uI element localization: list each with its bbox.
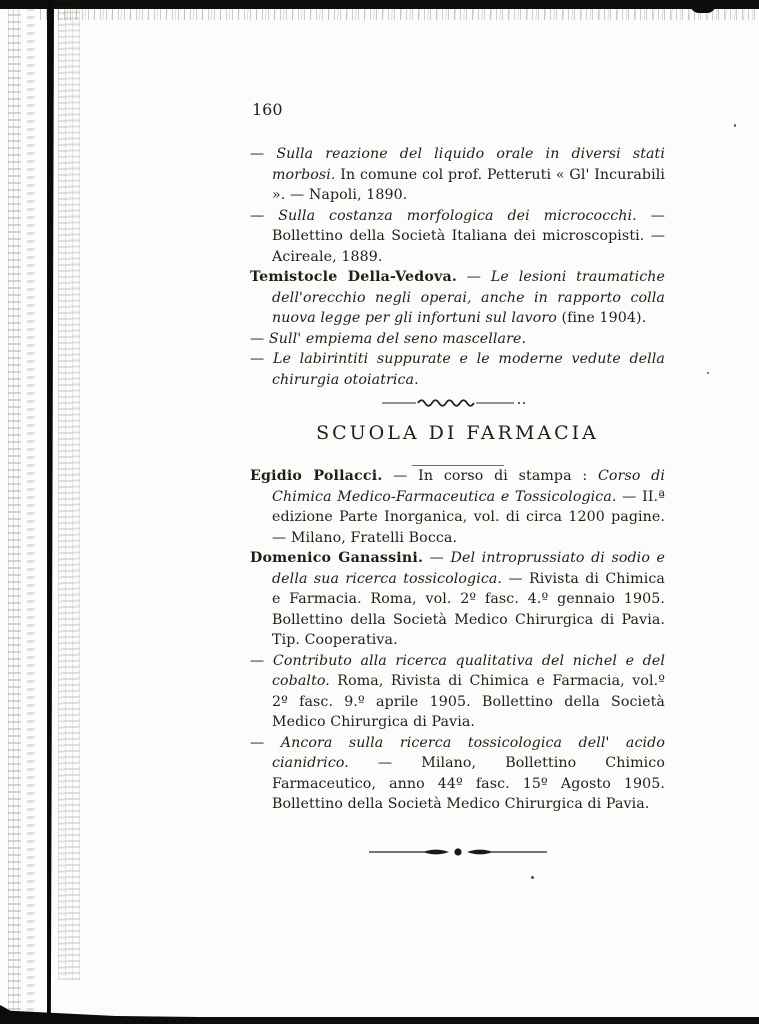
scan-bottom-edge bbox=[0, 1017, 759, 1024]
text-segment: Corso di Chimica Medico-Farmaceutica e Tossicologica. bbox=[272, 468, 665, 505]
bibliography-entry bbox=[250, 329, 665, 350]
text-segment: — II.ª edizione Parte Inorganica, vol. di circa 1200 pagine. — Milano, Fratelli Bocca. bbox=[272, 488, 665, 546]
bibliography-entry bbox=[250, 466, 665, 548]
text-segment: Egidio Pollacci. bbox=[250, 468, 383, 484]
text-segment: Roma, Rivista di Chimica e Farmacia, vol.º 2º fasc. 9.º aprile 1905. Bollettino della Società Medico Chirurgica di Pavia. bbox=[272, 673, 665, 730]
scan-top-edge bbox=[0, 0, 759, 9]
scan-speck bbox=[734, 124, 736, 127]
bibliography-entry bbox=[250, 349, 665, 390]
text-segment: Ancora sulla ricerca tossicologica dell' acido cianidrico. bbox=[272, 734, 665, 771]
text-segment: — bbox=[250, 734, 281, 751]
text-segment: (fine 1904). bbox=[556, 310, 647, 326]
text-segment: — Bollettino della Società Italiana dei microscopisti. — Acireale, 1889. bbox=[272, 207, 665, 265]
text-segment: Del introprussiato di sodio e della sua ricerca tossicologica. bbox=[272, 550, 666, 587]
text-segment: Contributo alla ricerca qualitativa del nichel e del cobalto. bbox=[272, 652, 665, 689]
text-segment: Domenico Ganassini. bbox=[250, 550, 424, 566]
bibliography-entry bbox=[250, 206, 665, 268]
swelled-rule-ornament-icon bbox=[250, 844, 665, 860]
text-segment: Sulla reazione del liquido orale in diversi stati morbosi. bbox=[272, 146, 665, 183]
text-segment: In comune col prof. Petteruti « Gl' Incurabili ». — Napoli, 1890. bbox=[272, 166, 665, 203]
scan-binding-gutter-line bbox=[47, 0, 54, 1024]
text-segment: — Milano, Bollettino Chimico Farmaceutico, anno 44º fasc. 15º Agosto 1905. Bollettino della Società Medico Chirurgica di Pavia. bbox=[272, 755, 665, 812]
section-heading: SCUOLA DI FARMACIA bbox=[316, 422, 599, 444]
page-content bbox=[250, 100, 665, 860]
bibliography-entry bbox=[250, 651, 665, 733]
bibliography-entry bbox=[250, 548, 665, 651]
squiggle-divider-ornament-icon bbox=[250, 395, 665, 409]
text-segment: — bbox=[250, 351, 273, 367]
bibliography-entry bbox=[250, 267, 665, 329]
text-segment: Le lesioni traumatiche dell'orecchio negli operai, anche in rapporto colla nuova legge per gli infortuni sul lavoro bbox=[272, 269, 665, 326]
scan-speck bbox=[707, 372, 709, 374]
text-segment: — In corso di stampa : bbox=[382, 468, 598, 484]
text-segment: Temistocle Della-Vedova. bbox=[250, 269, 457, 285]
scan-gutter-streak bbox=[58, 0, 80, 980]
text-segment: — Rivista di Chimica e Farmacia. Roma, vol. 2º fasc. 4.º gennaio 1905. Bollettino della Società Medico Chirurgica di Pavia. Tip. Cooperativa. bbox=[272, 570, 665, 648]
scan-gutter-streak bbox=[8, 0, 21, 1024]
scan-top-speckle bbox=[40, 9, 759, 20]
scan-speck bbox=[531, 876, 534, 879]
bibliography-entry bbox=[250, 733, 665, 815]
scan-gutter-streak bbox=[27, 0, 34, 1024]
page-number: 160 bbox=[252, 100, 283, 119]
bibliography-entry bbox=[250, 144, 665, 206]
text-segment: — bbox=[423, 550, 451, 566]
text-segment: — bbox=[250, 330, 269, 347]
text-segment: — bbox=[250, 652, 273, 669]
text-segment: — bbox=[457, 269, 491, 285]
text-segment: Le labirintiti suppurate e le moderne vedute della chirurgia otoiatrica. bbox=[272, 351, 665, 388]
text-segment: — bbox=[250, 207, 279, 224]
text-segment: Sull' empiema del seno mascellare. bbox=[268, 330, 527, 347]
text-segment: Sulla costanza morfologica dei micrococchi. bbox=[278, 207, 637, 224]
text-segment: — bbox=[250, 146, 277, 162]
